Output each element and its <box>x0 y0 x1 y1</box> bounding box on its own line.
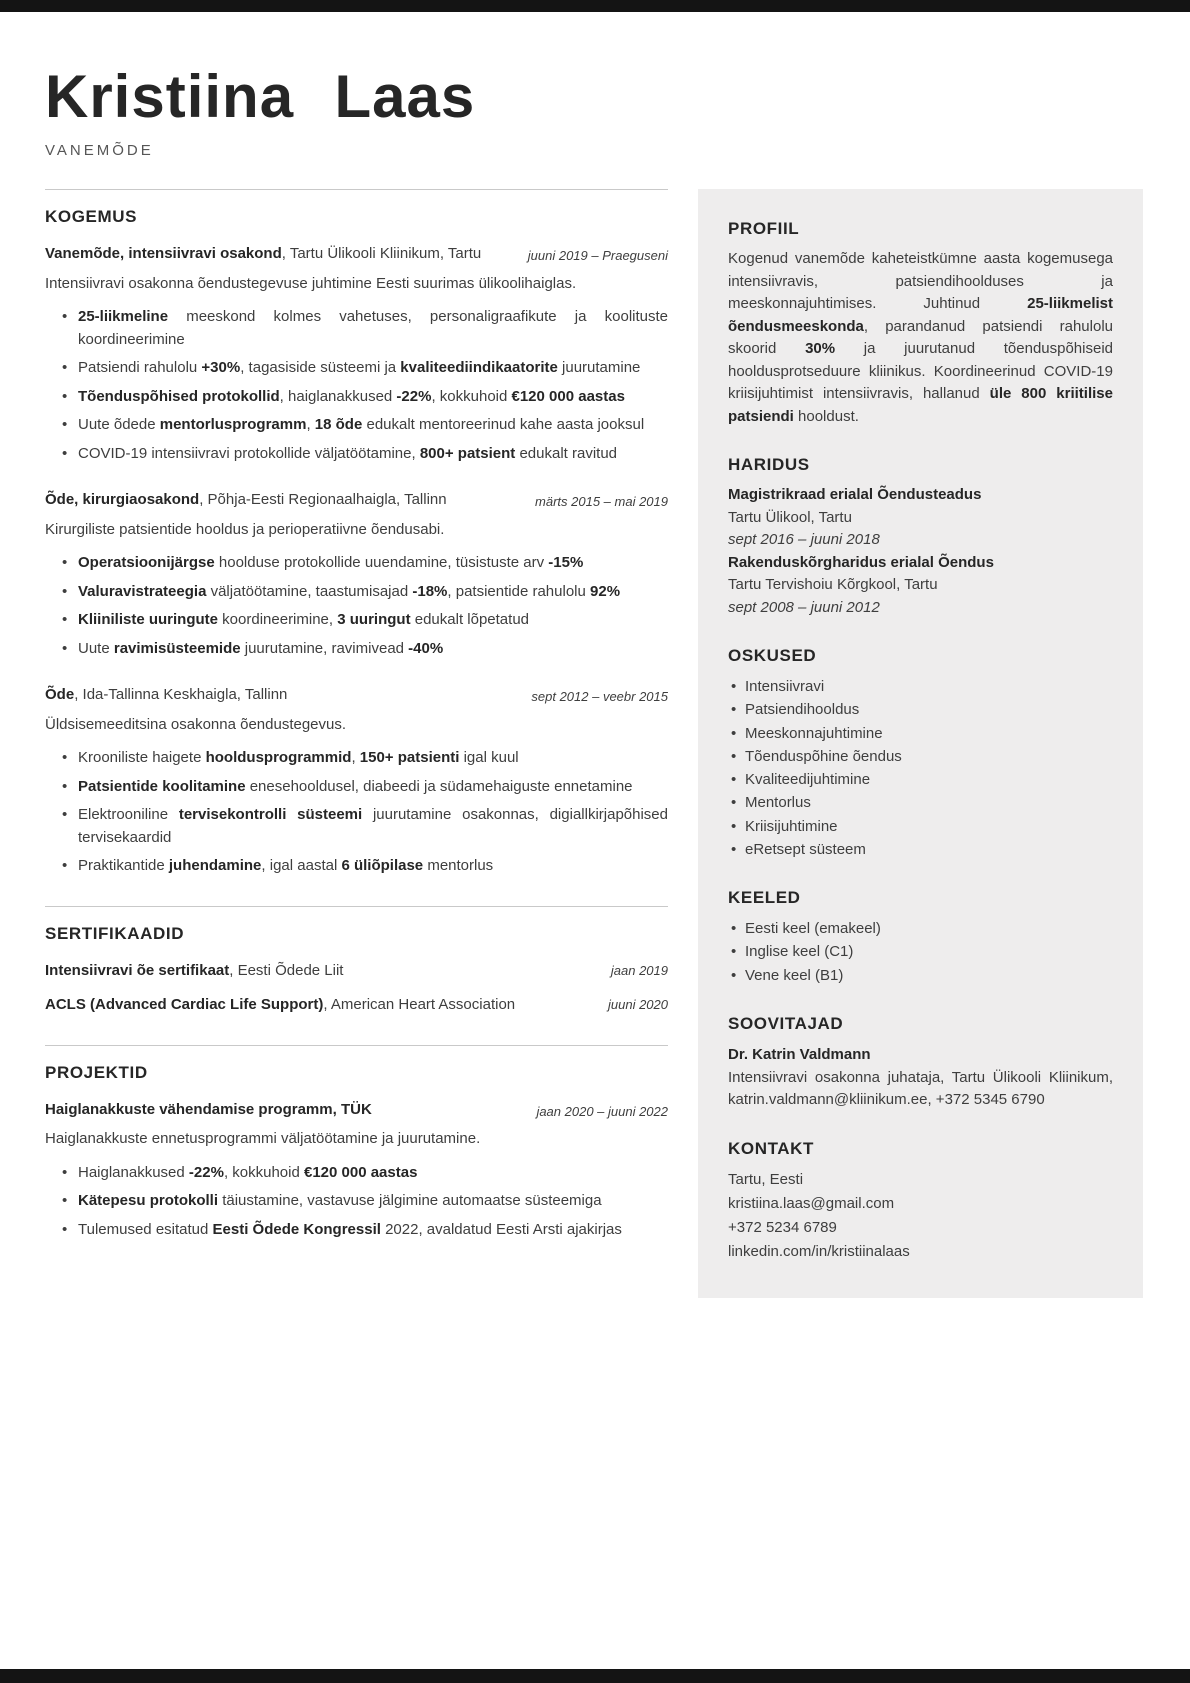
bullet-item: • Praktikantide juhendamine, igal aastal 6 üliõpilase mentorlus <box>78 855 668 878</box>
education-entry <box>728 552 1113 620</box>
certification-title: ACLS (Advanced Cardiac Life Support), American Heart Association <box>45 996 516 1013</box>
project-summary: Haiglanakkuste ennetusprogrammi väljatöötamine ja juurutamine. <box>45 1130 481 1147</box>
sidebar-section-references <box>728 1014 1113 1112</box>
top-border-bar <box>0 0 1190 12</box>
bullet-item: • COVID-19 intensiivravi protokollide väljatöötamine, 800+ patsient edukalt ravitud <box>78 443 668 466</box>
bullet-item: • Tulemused esitatud Eesti Õdede Kongressil 2022, avaldatud Eesti Arsti ajakirjas <box>78 1219 668 1242</box>
sidebar-section-languages <box>728 888 1113 987</box>
certification-row <box>45 960 668 983</box>
bullet-item: • Tõenduspõhised protokollid, haiglanakkused -22%, kokkuhoid €120 000 aastas <box>78 386 668 409</box>
project-date: jaan 2020 – juuni 2022 <box>536 1103 668 1119</box>
certification-row <box>45 994 668 1017</box>
job-entry <box>45 684 668 878</box>
job-date: sept 2012 – veebr 2015 <box>531 689 668 704</box>
candidate-name: Kristiina Laas <box>45 63 476 130</box>
sidebar-heading-contact: KONTAKT <box>728 1138 815 1158</box>
certification-date: juuni 2020 <box>608 997 668 1012</box>
education-school: Tartu Tervishoiu Kõrgkool, Tartu <box>728 576 938 593</box>
contact-line: linkedin.com/in/kristiinalaas <box>728 1242 910 1260</box>
certification-date: jaan 2019 <box>610 962 668 978</box>
reference-name: Dr. Katrin Valdmann <box>728 1045 871 1063</box>
section-heading-projects: PROJEKTID <box>45 1062 148 1082</box>
job-entry <box>45 489 668 660</box>
candidate-job-title: VANEMÕDE <box>45 142 154 159</box>
skill-item: • Meeskonnajuhtimine <box>745 722 1113 745</box>
job-summary: Intensiivravi osakonna õendustegevuse juhtimine Eesti suurimas ülikoolihaiglas. <box>45 274 577 292</box>
bullet-item: • Uute ravimisüsteemide juurutamine, ravimivead -40% <box>78 638 668 661</box>
language-item: • Vene keel (B1) <box>745 964 1113 987</box>
certification-title: Intensiivravi õe sertifikaat, Eesti Õdede Liit <box>45 961 344 979</box>
language-item: • Eesti keel (emakeel) <box>745 917 1113 940</box>
skill-item: • Mentorlus <box>745 791 1113 814</box>
sidebar-heading-skills: OSKUSED <box>728 646 817 665</box>
skill-item: • Tõenduspõhine õendus <box>745 745 1113 768</box>
sidebar-heading-languages: KEELED <box>728 888 801 907</box>
bullet-item: • Haiglanakkused -22%, kokkuhoid €120 000 aastas <box>78 1162 668 1185</box>
sidebar-section-contact <box>728 1139 1113 1264</box>
bullet-item: • Patsiendi rahulolu +30%, tagasiside süsteemi ja kvaliteediindikaatorite juurutamine <box>78 357 668 380</box>
sidebar-heading-profile: PROFIIL <box>728 219 800 238</box>
education-dates: sept 2008 – juuni 2012 <box>728 598 880 616</box>
language-item: • Inglise keel (C1) <box>745 940 1113 963</box>
main-column <box>45 189 668 1269</box>
languages-list <box>728 917 1113 987</box>
job-title: Õde, kirurgiaosakond, Põhja-Eesti Regionaalhaigla, Tallinn <box>45 491 447 508</box>
bullet-item: • Valuravistrateegia väljatöötamine, taastumisajad -18%, patsientide rahulolu 92% <box>78 581 668 604</box>
job-entry <box>45 243 668 465</box>
section-certifications <box>45 906 668 1017</box>
education-dates: sept 2016 – juuni 2018 <box>728 531 880 548</box>
contact-line: Tartu, Eesti <box>728 1170 804 1188</box>
sidebar-section-profile <box>728 219 1113 428</box>
job-summary: Üldsisemeeditsina osakonna õendustegevus. <box>45 715 347 733</box>
project-entry <box>45 1099 668 1242</box>
job-bullet-list <box>45 747 668 878</box>
content-columns <box>45 189 1143 1298</box>
bullet-item: • Operatsioonijärgse hoolduse protokollide uuendamine, tüsistuste arv -15% <box>78 552 668 575</box>
section-heading-certifications: SERTIFIKAADID <box>45 923 185 943</box>
sidebar-heading-references: SOOVITAJAD <box>728 1013 844 1033</box>
education-entry <box>728 484 1113 552</box>
sidebar-section-education <box>728 455 1113 619</box>
job-title: Vanemõde, intensiivravi osakond, Tartu Ülikooli Kliinikum, Tartu <box>45 245 482 262</box>
section-divider <box>45 906 668 907</box>
bullet-item: • Elektrooniline tervisekontrolli süsteemi juurutamine osakonnas, digiallkirjapõhised tervisekaardid <box>78 804 668 849</box>
job-date: märts 2015 – mai 2019 <box>535 494 668 509</box>
skills-list <box>728 675 1113 861</box>
job-header <box>45 489 668 512</box>
skill-item: • Kriisijuhtimine <box>745 815 1113 838</box>
contact-lines <box>728 1168 1113 1264</box>
job-title: Õde, Ida-Tallinna Keskhaigla, Tallinn <box>45 686 288 703</box>
job-header <box>45 684 668 707</box>
contact-line: +372 5234 6789 <box>728 1218 837 1236</box>
project-header <box>45 1099 668 1122</box>
reference-details: Intensiivravi osakonna juhataja, Tartu Ülikooli Kliinikum, katrin.valdmann@kliinikum.ee, +372 5345 6790 <box>728 1068 1113 1109</box>
education-school: Tartu Ülikool, Tartu <box>728 508 852 526</box>
section-divider <box>45 1045 668 1046</box>
bullet-item: • Patsientide koolitamine enesehooldusel, diabeedi ja südamehaiguste ennetamine <box>78 776 668 799</box>
bullet-item: • Uute õdede mentorlusprogramm, 18 õde edukalt mentoreerinud kahe aasta jooksul <box>78 414 668 437</box>
resume-header <box>0 12 1190 159</box>
sidebar-heading-education: HARIDUS <box>728 455 810 474</box>
education-degree: Magistrikraad erialal Õendusteadus <box>728 486 982 503</box>
education-degree: Rakenduskõrgharidus erialal Õendus <box>728 553 994 571</box>
sidebar <box>698 189 1143 1298</box>
section-heading-experience: KOGEMUS <box>45 207 138 226</box>
job-summary: Kirurgiliste patsientide hooldus ja perioperatiivne õendusabi. <box>45 520 445 538</box>
project-title: Haiglanakkuste vähendamise programm, TÜK <box>45 1100 372 1118</box>
section-experience <box>45 189 668 878</box>
experience-job-list <box>45 243 668 878</box>
job-bullet-list <box>45 306 668 465</box>
section-projects <box>45 1045 668 1242</box>
job-date: juuni 2019 – Praeguseni <box>527 248 668 263</box>
section-divider <box>45 189 668 190</box>
job-header <box>45 243 668 266</box>
bullet-item: • Krooniliste haigete hooldusprogrammid, 150+ patsienti igal kuul <box>78 747 668 770</box>
skill-item: • Intensiivravi <box>745 675 1113 698</box>
contact-line: kristiina.laas@gmail.com <box>728 1194 895 1212</box>
profile-text: Kogenud vanemõde kaheteistkümne aasta kogemusega intensiivravis, patsiendihoolduses ja meeskonnajuhtimises. Juhtinud 25-liikmelist õendusmeeskonda, parandanud patsiendi rahulolu skoorid 30% ja juurutanud tõenduspõhiseid hooldusprotseduure kliinikus. Koordineerinud COVID-19 kriisijuhtimist intensiivravis, hallanud üle 800 kriitilise patsiendi hooldust. <box>728 250 1113 425</box>
bullet-item: • Kliiniliste uuringute koordineerimine, 3 uuringut edukalt lõpetatud <box>78 609 668 632</box>
skill-item: • eRetsept süsteem <box>745 838 1113 861</box>
skill-item: • Kvaliteedijuhtimine <box>745 768 1113 791</box>
sidebar-section-skills <box>728 646 1113 861</box>
project-bullet-list <box>45 1162 668 1242</box>
bullet-item: • Kätepesu protokolli täiustamine, vastavuse jälgimine automaatse süsteemiga <box>78 1190 668 1213</box>
skill-item: • Patsiendihooldus <box>745 698 1113 721</box>
job-bullet-list <box>45 552 668 660</box>
bottom-border-bar <box>0 1669 1190 1683</box>
bullet-item: • 25-liikmeline meeskond kolmes vahetuses, personaligraafikute ja koolituste koordineerimine <box>78 306 668 351</box>
